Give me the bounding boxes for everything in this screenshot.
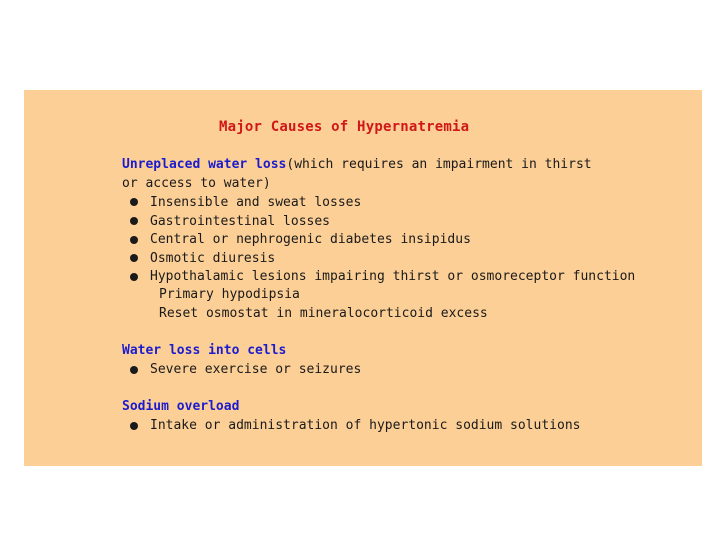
section-description-cont: or access to water) — [122, 175, 271, 191]
list-item-text: Central or nephrogenic diabetes insipidus — [150, 232, 471, 248]
bullet-icon — [130, 273, 138, 281]
section-heading-row — [122, 342, 361, 361]
list-item-text: Insensible and sweat losses — [150, 194, 362, 210]
section-heading: Sodium overload — [122, 399, 240, 414]
list-item-text: Hypothalamic lesions impairing thirst or osmoreceptor function — [150, 269, 636, 285]
section-unreplaced-water-loss — [122, 156, 635, 323]
list-item — [122, 193, 635, 212]
section-water-loss-into-cells — [122, 342, 361, 379]
list-item — [122, 212, 635, 231]
section-heading-row — [122, 398, 580, 417]
section-heading: Unreplaced water loss — [122, 157, 287, 172]
list-item-text: Gastrointestinal losses — [150, 213, 331, 229]
sub-list-item: Reset osmostat in mineralocorticoid excess — [159, 305, 488, 321]
list-item-text: Severe exercise or seizures — [150, 362, 362, 378]
list-item-text: Osmotic diuresis — [150, 250, 276, 266]
list-item-text: Intake or administration of hypertonic sodium solutions — [150, 418, 581, 434]
list-item — [122, 361, 361, 380]
bullet-icon — [130, 217, 138, 225]
section-description: (which requires an impairment in thirst — [286, 157, 592, 172]
bullet-icon — [130, 422, 138, 430]
list-item — [122, 249, 635, 268]
bullet-icon — [130, 366, 138, 374]
list-item — [122, 417, 580, 436]
bullet-icon — [130, 236, 138, 244]
bullet-icon — [130, 254, 138, 262]
list-item — [122, 268, 635, 287]
section-heading: Water loss into cells — [122, 343, 287, 358]
slide-panel — [24, 90, 702, 466]
list-item — [122, 230, 635, 249]
bullet-icon — [130, 198, 138, 206]
sub-list-item: Primary hypodipsia — [159, 287, 300, 303]
slide-title: Major Causes of Hypernatremia — [219, 119, 470, 135]
section-sodium-overload — [122, 398, 580, 435]
section-heading-row — [122, 156, 635, 175]
